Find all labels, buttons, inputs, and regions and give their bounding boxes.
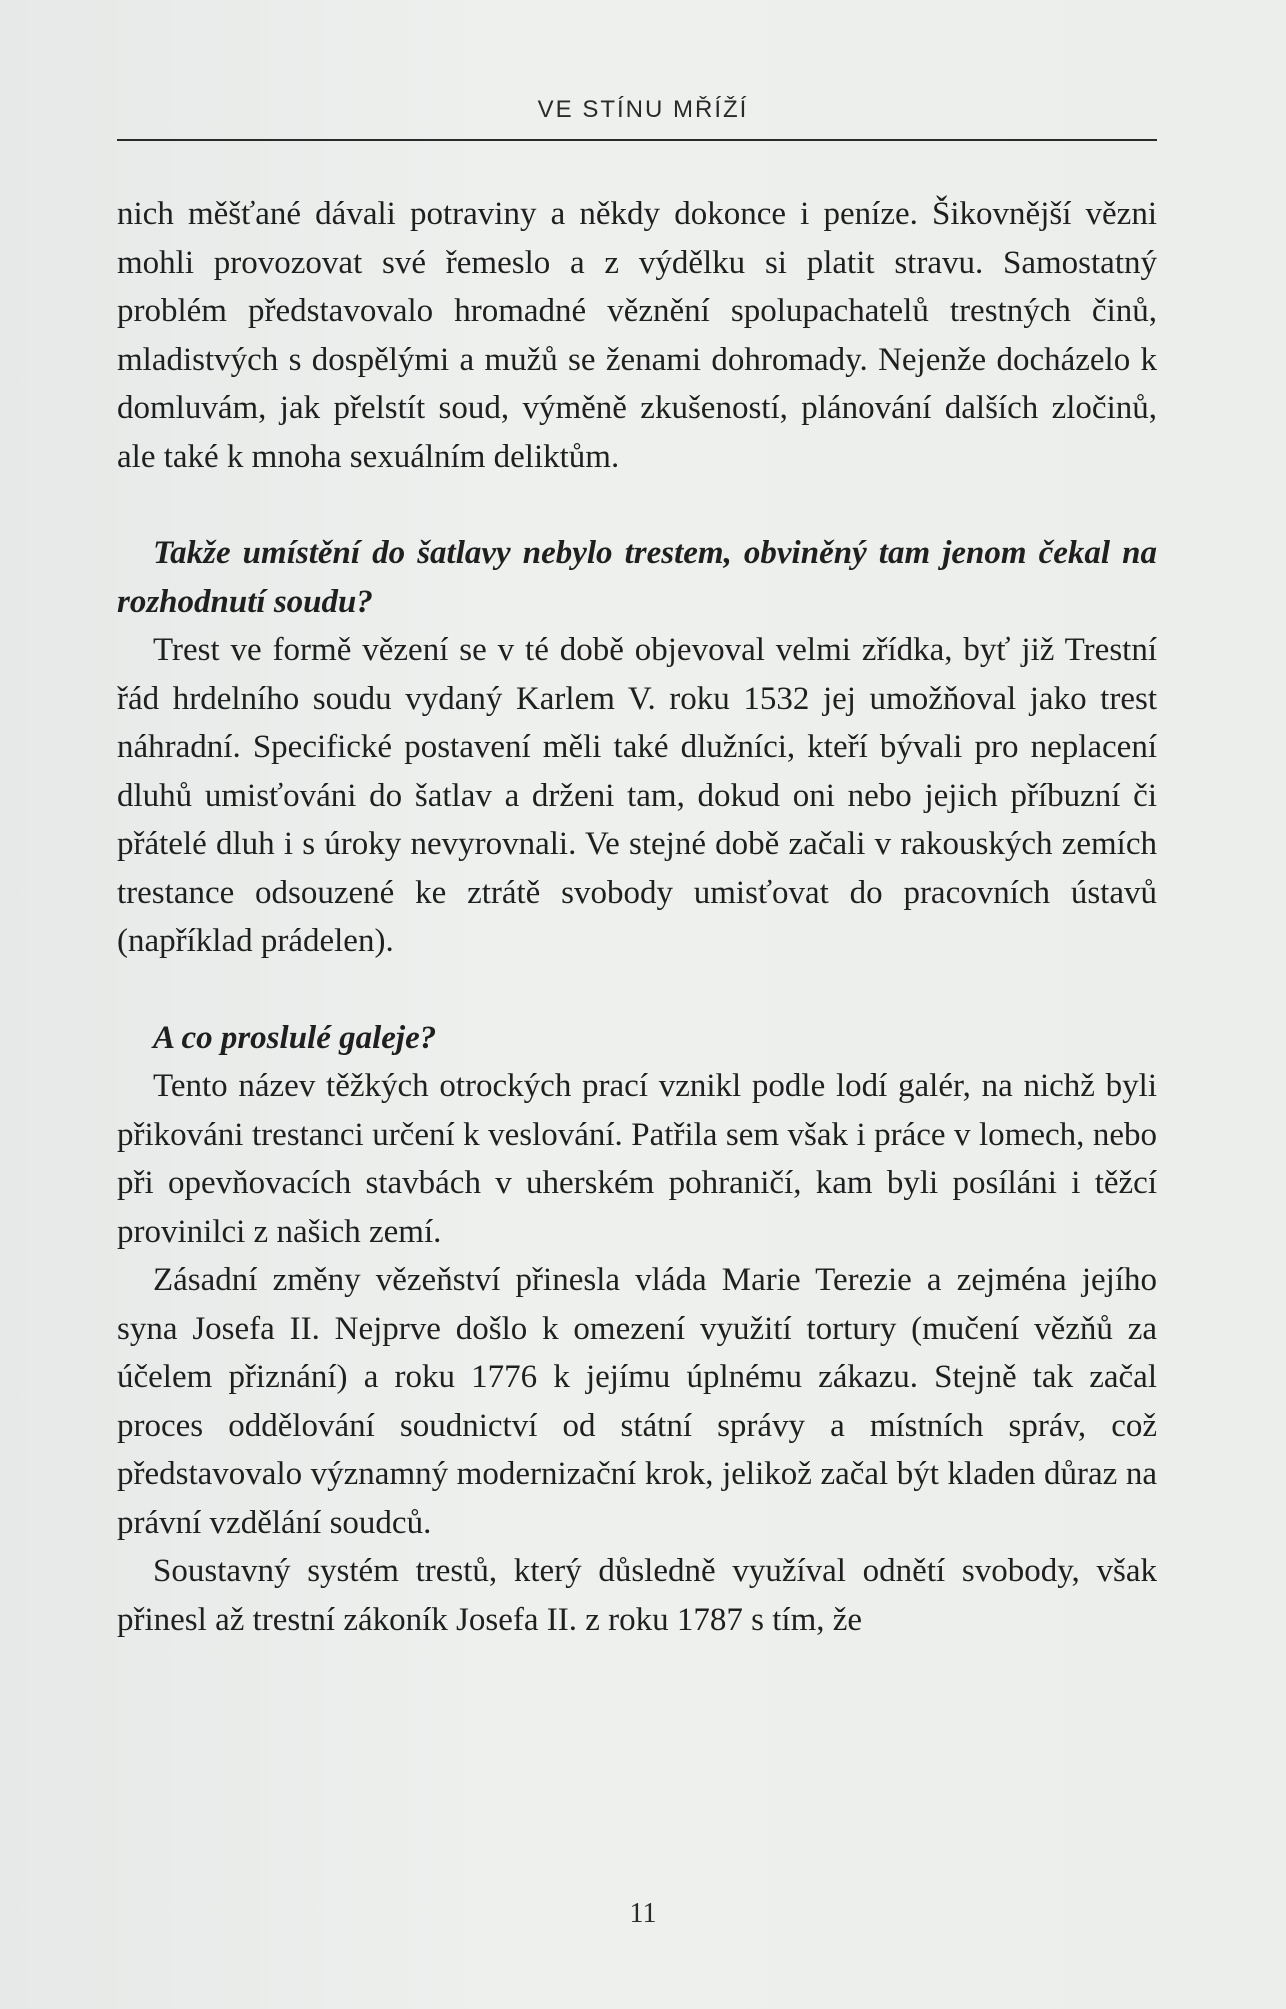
header-rule	[117, 139, 1157, 141]
interview-question-1: Takže umístění do šatlavy nebylo trestem, obviněný tam jenom čekal na rozhodnutí soudu?	[117, 535, 1157, 620]
running-header: VE STÍNU MŘÍŽÍ	[537, 96, 749, 123]
paragraph-3: Tento název těžkých otrockých prací vznikl podle lodí galér, na nichž byli přikováni trestanci určení k veslování. Patřila sem však i práce v lomech, nebo při opevňovacích stavbách v uherském pohraničí, kam byli posíláni i těžcí provinilci z našich zemí.	[117, 1068, 1157, 1250]
page-body	[117, 190, 1157, 1644]
paragraph-1: nich měšťané dávali potraviny a někdy dokonce i peníze. Šikovnější vězni mohli provozovat své řemeslo a z výdělku si platit stravu. Samostatný problém představovalo hromadné věznění spolupachatelů trestných činů, mladistvých s dospělými a mužů se ženami dohromady. Nejenže docházelo k domluvám, jak přelstít soud, výměně zkušeností, plánování dalších zločinů, ale také k mnoha sexuálním deliktům.	[117, 196, 1157, 475]
paragraph-5: Soustavný systém trestů, který důsledně využíval odnětí svobody, však přinesl až trestní zákoník Josefa II. z roku 1787 s tím, že	[117, 1553, 1157, 1638]
paragraph-2: Trest ve formě vězení se v té době objevoval velmi zřídka, byť již Trestní řád hrdelního soudu vydaný Karlem V. roku 1532 jej umožňoval jako trest náhradní. Specifické postavení měli také dlužníci, kteří bývali pro neplacení dluhů umisťováni do šatlav a drženi tam, dokud oni nebo jejich příbuzní či přátelé dluh i s úroky nevyrovnali. Ve stejné době začali v rakouských zemích trestance odsouzené ke ztrátě svobody umisťovat do pracovních ústavů (například prádelen).	[117, 632, 1157, 959]
interview-question-2: A co proslulé galeje?	[153, 1019, 437, 1056]
page-number: 11	[629, 1898, 657, 1929]
paragraph-4: Zásadní změny vězeňství přinesla vláda Marie Terezie a zejména jejího syna Josefa II. Nejprve došlo k omezení využití tortury (mučení vězňů za účelem přiznání) a roku 1776 k jejímu úplnému zákazu. Stejně tak začal proces oddělování soudnictví od státní správy a místních správ, což představovalo významný modernizační krok, jelikož začal být kladen důraz na právní vzdělání soudců.	[117, 1262, 1157, 1541]
